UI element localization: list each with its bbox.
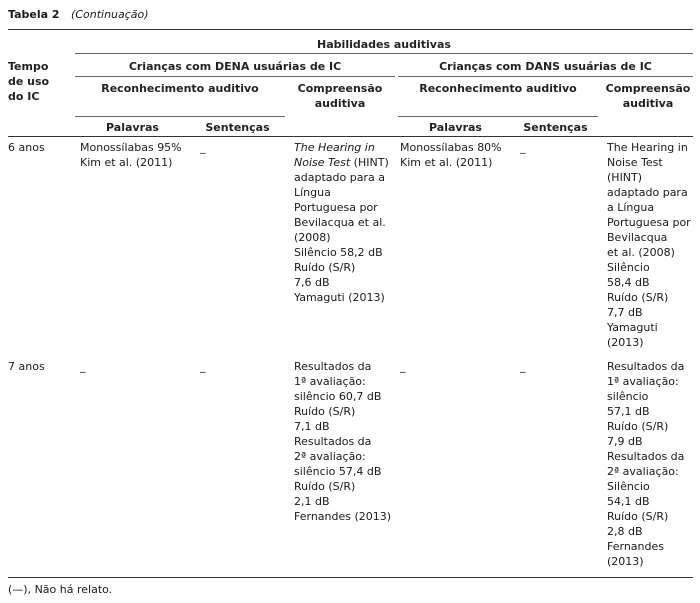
table-note: (Continuação) [71, 8, 149, 21]
footnote: (—), Não há relato. [8, 583, 113, 596]
cell-dans-sentencas: _ [520, 360, 526, 373]
header-sentencas-dans: Sentenças [523, 121, 588, 134]
cell-dena-sentencas: _ [200, 141, 206, 154]
header-recon-dena: Reconhecimento auditivo [101, 82, 259, 95]
header-palavras-dena: Palavras [106, 121, 159, 134]
header-habilidades: Habilidades auditivas [317, 38, 451, 51]
header-group-dans: Crianças com DANS usuárias de IC [439, 60, 652, 73]
header-recon-dans: Reconhecimento auditivo [419, 82, 577, 95]
row-time: 6 anos [8, 141, 45, 154]
cell-dans-palavras: _ [400, 360, 406, 373]
cell-dans-compreensao: Resultados da 1ª avaliação: silêncio 57,1 dB Ruído (S/R) 7,9 dB Resultados da 2ª avaliação: Silêncio 54,1 dB Ruído (S/R) 2,8 dB Fernandes (2013) [607, 360, 685, 568]
table-label: Tabela 2 [8, 8, 60, 21]
rule-recon-dena [75, 116, 285, 117]
cell-dena-compreensao: The Hearing in Noise Test (HINT) adaptado para a Língua Portuguesa por Bevilacqua et al. (2008) Silêncio 58,2 dB Ruído (S/R) 7,6 dB Yamaguti (2013) [294, 141, 389, 304]
header-comp-dans: Compreensão auditiva [605, 82, 691, 110]
row-time: 7 anos [8, 360, 45, 373]
rule-dans [398, 76, 693, 77]
header-comp-dena: Compreensão auditiva [297, 82, 383, 110]
cell-dena-palavras: Monossílabas 95% Kim et al. (2011) [80, 141, 182, 169]
bottom-rule [8, 577, 693, 578]
header-tempo: Tempo de uso do IC [8, 60, 50, 103]
rule-recon-dans [398, 116, 598, 117]
top-rule [8, 29, 693, 30]
header-group-dena: Crianças com DENA usuárias de IC [128, 60, 342, 73]
cell-dena-palavras: _ [80, 360, 86, 373]
header-bottom-rule [8, 136, 693, 137]
cell-dans-sentencas: _ [520, 141, 526, 154]
cell-dans-compreensao: The Hearing in Noise Test (HINT) adaptado para a Língua Portuguesa por Bevilacqua et al. (2008) Silêncio 58,4 dB Ruído (S/R) 7,7 dB Yamaguti (2013) [607, 141, 691, 349]
table-caption [8, 7, 149, 22]
cell-dans-palavras: Monossílabas 80% Kim et al. (2011) [400, 141, 502, 169]
cell-dena-sentencas: _ [200, 360, 206, 373]
rule-habilidades [75, 53, 693, 54]
header-palavras-dans: Palavras [429, 121, 482, 134]
header-sentencas-dena: Sentenças [205, 121, 270, 134]
rule-dena [75, 76, 395, 77]
cell-dena-compreensao: Resultados da 1ª avaliação: silêncio 60,7 dB Ruído (S/R) 7,1 dB Resultados da 2ª avaliação: silêncio 57,4 dB Ruído (S/R) 2,1 dB Fernandes (2013) [294, 360, 392, 523]
